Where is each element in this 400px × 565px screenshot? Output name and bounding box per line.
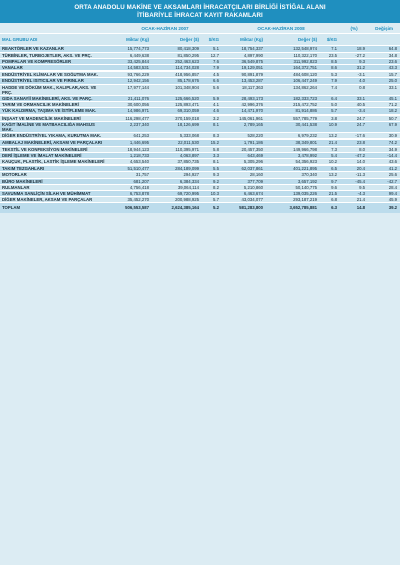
cell-skg-2008: 6.8 — [320, 197, 340, 203]
cell-change-val: 28.4 — [368, 184, 400, 190]
cell-val-2008: 215,472,752 — [266, 102, 320, 108]
cell-skg-2007: 4.1 — [202, 102, 222, 108]
total-row — [0, 203, 400, 213]
cell-val-2007: 294,927 — [152, 172, 202, 178]
cell-skg-2007: 8.3 — [202, 133, 222, 139]
cell-skg-2007: 5.1 — [202, 46, 222, 52]
cell-change-qty: 9.5 — [340, 184, 368, 190]
cell-group: DİĞER MAKİNELER, AKSAM VE PARÇALAR — [0, 197, 108, 203]
cell-qty-2007: 641,253 — [108, 133, 152, 139]
cell-qty-2008: 42,996,376 — [222, 102, 266, 108]
cell-val-2008: 106,447,249 — [266, 78, 320, 84]
cell-skg-2007: 4.5 — [202, 72, 222, 78]
cell-qty-2007: 33,425,844 — [108, 58, 152, 64]
cell-qty-2007: 6,753,878 — [108, 191, 152, 197]
cell-group: İNŞAAT VE MADENCİLİK MAKİNELERİ — [0, 116, 108, 122]
cell-change-val: 50.7 — [368, 116, 400, 122]
cell-skg-2008: 9.7 — [320, 178, 340, 184]
cell-qty-2007: 1,446,695 — [108, 140, 152, 146]
cell-skg-2008: 8.5 — [320, 58, 340, 64]
cell-change-val: -14.4 — [368, 152, 400, 158]
cell-skg-2007: 6.6 — [202, 78, 222, 84]
cell-qty-2007: 12,942,156 — [108, 78, 152, 84]
cell-change-val: 41.2 — [368, 166, 400, 172]
cell-skg-2008: 9.6 — [320, 184, 340, 190]
cell-group: AMBALAJ MAKİNELERİ, AKSAM VE PARÇALARI — [0, 140, 108, 146]
cell-qty-2008: 18,117,363 — [222, 84, 266, 95]
cell-val-2007: 125,893,471 — [152, 102, 202, 108]
cell-qty-2008: 90,891,879 — [222, 72, 266, 78]
cell-change-qty: 8.0 — [340, 146, 368, 152]
cell-skg-2008: 6.4 — [320, 96, 340, 102]
cell-qty-2008: 5,210,860 — [222, 184, 266, 190]
cell-group: KAUÇUK, PLASTİK, LASTİK İŞLEME MAKİNELERİ — [0, 159, 108, 165]
total-val-2007: 2,624,385,164 — [152, 203, 202, 213]
cell-change-val: 30.9 — [368, 133, 400, 139]
col-val-2007: Değer ($) — [152, 34, 202, 46]
total-qty-2008: 581,283,800 — [222, 203, 266, 213]
cell-change-val: 45.9 — [368, 197, 400, 203]
cell-change-val: 15.7 — [368, 72, 400, 78]
cell-change-val: 25.6 — [368, 172, 400, 178]
cell-change-qty: -11.3 — [340, 172, 368, 178]
cell-change-val: -42.7 — [368, 178, 400, 184]
cell-group: BÜRO MAKİNELERİ — [0, 178, 108, 184]
cell-change-qty: -45.4 — [340, 178, 368, 184]
cell-change-val: 23.6 — [368, 58, 400, 64]
cell-val-2008: 311,992,823 — [266, 58, 320, 64]
cell-skg-2008: 3.8 — [320, 116, 340, 122]
cell-qty-2007: 4,756,418 — [108, 184, 152, 190]
cell-val-2008: 182,333,723 — [266, 96, 320, 102]
col-change-val — [368, 34, 400, 46]
cell-val-2007: 69,310,059 — [152, 108, 202, 114]
cell-qty-2007: 4,653,540 — [108, 159, 152, 165]
cell-val-2007: 69,720,995 — [152, 191, 202, 197]
cell-change-val: 74.2 — [368, 140, 400, 146]
cell-val-2008: 401,221,895 — [266, 166, 320, 172]
cell-change-val: 99.4 — [368, 191, 400, 197]
cell-val-2008: 132,548,974 — [266, 46, 320, 52]
cell-skg-2007: 5.9 — [202, 96, 222, 102]
period-2007: OCAK-HAZİRAN 2007 — [108, 23, 222, 34]
cell-change-val: 67.9 — [368, 121, 400, 132]
cell-val-2008: 149,966,798 — [266, 146, 320, 152]
cell-skg-2008: 7.3 — [320, 146, 340, 152]
cell-val-2008: 81,914,886 — [266, 108, 320, 114]
cell-skg-2007: 9.3 — [202, 172, 222, 178]
cell-val-2007: 39,064,114 — [152, 184, 202, 190]
cell-skg-2007: 3.2 — [202, 116, 222, 122]
cell-val-2007: 114,734,028 — [152, 65, 202, 71]
cell-skg-2008: 7.4 — [320, 84, 340, 95]
cell-qty-2008: 20,457,350 — [222, 146, 266, 152]
cell-group: YÜK KALDIRMA, TAŞIMA VE İSTİFLEME MAK. — [0, 108, 108, 114]
cell-change-qty: 23.8 — [340, 140, 368, 146]
cell-val-2007: 5,333,068 — [152, 133, 202, 139]
cell-skg-2008: 21.5 — [320, 191, 340, 197]
cell-group: TARIM VE ORMANCILIK MAKİNELERİ — [0, 102, 108, 108]
table-row — [0, 121, 400, 132]
cell-group: TAKIM TEZGAHLARI — [0, 166, 108, 172]
cell-skg-2007: 8.2 — [202, 184, 222, 190]
cell-qty-2007: 35,452,270 — [108, 197, 152, 203]
col-skg-2008: $/KG — [320, 34, 340, 46]
cell-val-2008: 139,035,226 — [266, 191, 320, 197]
cell-qty-2008: 377,709 — [222, 178, 266, 184]
cell-val-2007: 418,956,857 — [152, 72, 202, 78]
cell-skg-2008: 10.2 — [320, 159, 340, 165]
cell-qty-2008: 145,061,961 — [222, 116, 266, 122]
cell-val-2007: 81,850,295 — [152, 52, 202, 58]
cell-qty-2008: 62,037,861 — [222, 166, 266, 172]
cell-skg-2008: 21.4 — [320, 140, 340, 146]
cell-group: GIDA SANAYİİ MAKİNELERİ, AKS. VE PARÇ. — [0, 96, 108, 102]
cell-qty-2007: 93,766,229 — [108, 72, 152, 78]
cell-skg-2008: 5.7 — [320, 108, 340, 114]
cell-qty-2008: 14,471,970 — [222, 108, 266, 114]
cell-val-2007: 22,011,530 — [152, 140, 202, 146]
cell-group: ENDÜSTRİYEL ISITICILAR VE FIRINLAR — [0, 78, 108, 84]
cell-skg-2008: 13.2 — [320, 133, 340, 139]
cell-qty-2008: 13,453,287 — [222, 78, 266, 84]
cell-val-2008: 3,657,192 — [266, 178, 320, 184]
col-qty-2007: Miktar (Kg) — [108, 34, 152, 46]
table-title — [0, 0, 400, 23]
cell-change-qty: 33.1 — [340, 96, 368, 102]
cell-skg-2007: 3.3 — [202, 152, 222, 158]
cell-val-2008: 50,140,775 — [266, 184, 320, 190]
cell-change-qty: -4.3 — [340, 191, 368, 197]
cell-change-val: 71.2 — [368, 102, 400, 108]
title-line-1: ORTA ANADOLU MAKİNE VE AKSAMLARI İHRACATÇILARI BİRLİĞİ İSTİĞAL ALANI — [74, 4, 326, 11]
cell-change-val: 25.0 — [368, 78, 400, 84]
cell-skg-2007: 4.6 — [202, 108, 222, 114]
total-skg-2007: 5.2 — [202, 203, 222, 213]
cell-change-val: 18.2 — [368, 108, 400, 114]
cell-val-2007: 18,126,699 — [152, 121, 202, 132]
column-header-row — [0, 34, 400, 46]
cell-skg-2007: 8.1 — [202, 159, 222, 165]
cell-val-2007: 110,395,971 — [152, 146, 202, 152]
cell-qty-2007: 30,600,056 — [108, 102, 152, 108]
cell-change-qty: 18.9 — [340, 46, 368, 52]
cell-group: POMPALAR VE KOMPRESÖRLER — [0, 58, 108, 64]
cell-change-qty: -3.1 — [340, 72, 368, 78]
cell-skg-2008: 7.1 — [320, 46, 340, 52]
cell-qty-2008: 2,789,165 — [222, 121, 266, 132]
cell-skg-2007: 8.1 — [202, 121, 222, 132]
cell-qty-2008: 1,791,186 — [222, 140, 266, 146]
cell-change-qty: 24.7 — [340, 121, 368, 132]
cell-change-val: 34.9 — [368, 146, 400, 152]
cell-change-val: 43.3 — [368, 65, 400, 71]
total-change-val: 39.2 — [368, 203, 400, 213]
cell-qty-2008: 28,493,173 — [222, 96, 266, 102]
cell-val-2008: 6,979,232 — [266, 133, 320, 139]
cell-change-qty: 9.3 — [340, 58, 368, 64]
col-val-2008: Değer ($) — [266, 34, 320, 46]
cell-val-2007: 370,159,018 — [152, 116, 202, 122]
cell-qty-2008: 28,160 — [222, 172, 266, 178]
cell-group: MOTORLAR — [0, 172, 108, 178]
cell-qty-2008: 43,034,077 — [222, 197, 266, 203]
cell-change-qty: 4.0 — [340, 78, 368, 84]
cell-change-val: 45.1 — [368, 96, 400, 102]
cell-skg-2008: 23.5 — [320, 52, 340, 58]
cell-change-qty: 40.5 — [340, 102, 368, 108]
period-header-row — [0, 23, 400, 34]
cell-val-2008: 3,478,992 — [266, 152, 320, 158]
cell-skg-2007: 15.2 — [202, 140, 222, 146]
col-skg-2007: $/KG — [202, 34, 222, 46]
cell-change-val: 34.8 — [368, 52, 400, 58]
cell-group: DİĞER ENDÜSTRİYEL YIKAMA, KURUTMA MAK. — [0, 133, 108, 139]
cell-qty-2007: 1,218,733 — [108, 152, 152, 158]
cell-qty-2008: 643,469 — [222, 152, 266, 158]
cell-skg-2008: 6.5 — [320, 166, 340, 172]
cell-val-2007: 4,063,897 — [152, 152, 202, 158]
cell-qty-2007: 14,583,531 — [108, 65, 152, 71]
cell-skg-2008: 8.6 — [320, 65, 340, 71]
cell-skg-2007: 5.6 — [202, 84, 222, 95]
cell-qty-2007: 2,237,340 — [108, 121, 152, 132]
cell-qty-2007: 14,986,971 — [108, 108, 152, 114]
cell-val-2007: 284,189,099 — [152, 166, 202, 172]
cell-group: RULMANLAR — [0, 184, 108, 190]
cell-skg-2007: 5.7 — [202, 197, 222, 203]
cell-skg-2007: 5.5 — [202, 166, 222, 172]
cell-val-2007: 200,988,925 — [152, 197, 202, 203]
cell-skg-2008: 13.2 — [320, 172, 340, 178]
cell-change-qty: 14.0 — [340, 159, 368, 165]
col-qty-2008: Miktar (Kg) — [222, 34, 266, 46]
cell-skg-2008: 5.3 — [320, 72, 340, 78]
cell-qty-2008: 36,549,875 — [222, 58, 266, 64]
cell-change-val: 64.8 — [368, 46, 400, 52]
cell-val-2008: 484,608,120 — [266, 72, 320, 78]
cell-group: KAĞIT İMALİNE VE MATBAACILIĞA MAHSUS MAK. — [0, 121, 108, 132]
cell-val-2007: 252,463,623 — [152, 58, 202, 64]
cell-skg-2008: 5.4 — [320, 152, 340, 158]
total-label: TOPLAM — [0, 203, 108, 213]
cell-qty-2008: 5,305,296 — [222, 159, 266, 165]
cell-group: DERİ İŞLEME VE İMALAT MAKİNELERİ — [0, 152, 108, 158]
table-row — [0, 84, 400, 95]
cell-group: REAKTÖRLER VE KAZANLAR — [0, 46, 108, 52]
col-change-qty — [340, 34, 368, 46]
cell-skg-2007: 10.3 — [202, 191, 222, 197]
cell-val-2008: 557,785,779 — [266, 116, 320, 122]
total-val-2008: 3,652,785,881 — [266, 203, 320, 213]
col-group: MAL GRUBU ADI — [0, 34, 108, 46]
cell-val-2008: 370,340 — [266, 172, 320, 178]
pct-label: (%) — [340, 23, 368, 34]
total-qty-2007: 506,553,587 — [108, 203, 152, 213]
cell-qty-2007: 51,510,477 — [108, 166, 152, 172]
cell-qty-2007: 17,977,144 — [108, 84, 152, 95]
cell-val-2007: 101,348,904 — [152, 84, 202, 95]
cell-qty-2007: 681,207 — [108, 178, 152, 184]
period-2008: OCAK-HAZİRAN 2008 — [222, 23, 340, 34]
cell-change-qty: 24.7 — [340, 116, 368, 122]
cell-change-val: 33.1 — [368, 84, 400, 95]
cell-skg-2008: 10.9 — [320, 121, 340, 132]
cell-skg-2007: 7.9 — [202, 65, 222, 71]
cell-qty-2007: 31,757 — [108, 172, 152, 178]
total-change-qty: 14.8 — [340, 203, 368, 213]
total-skg-2008: 6.3 — [320, 203, 340, 213]
cell-qty-2007: 6,449,638 — [108, 52, 152, 58]
cell-skg-2007: 9.2 — [202, 178, 222, 184]
cell-qty-2007: 18,944,123 — [108, 146, 152, 152]
cell-group: TEKSTİL VE KONFEKSİYON MAKİNELERİ — [0, 146, 108, 152]
export-table — [0, 23, 400, 213]
cell-group: TÜRBİNLER, TURBOJETLER, AKS. VE PRÇ. — [0, 52, 108, 58]
cell-qty-2008: 6,463,674 — [222, 191, 266, 197]
cell-val-2007: 80,418,309 — [152, 46, 202, 52]
change-label: Değişim — [368, 23, 400, 34]
cell-change-val: 43.6 — [368, 159, 400, 165]
cell-change-qty: -27.2 — [340, 52, 368, 58]
cell-change-qty: 21.4 — [340, 197, 368, 203]
cell-skg-2007: 7.6 — [202, 58, 222, 64]
cell-qty-2007: 21,411,076 — [108, 96, 152, 102]
cell-change-qty: -3.4 — [340, 108, 368, 114]
title-line-2: İTİBARİYLE İHRACAT KAYIT RAKAMLARI — [137, 12, 263, 19]
cell-group: SAVUNMA SANLİÇİN SİLAH VE MÜHİMMAT — [0, 191, 108, 197]
cell-change-qty: 0.8 — [340, 84, 368, 95]
cell-change-qty: 31.2 — [340, 65, 368, 71]
cell-qty-2008: 18,754,337 — [222, 46, 266, 52]
cell-change-qty: 20.4 — [340, 166, 368, 172]
cell-val-2008: 54,356,923 — [266, 159, 320, 165]
cell-change-qty: -17.6 — [340, 133, 368, 139]
cell-val-2007: 125,666,520 — [152, 96, 202, 102]
cell-val-2008: 293,187,219 — [266, 197, 320, 203]
cell-val-2008: 164,372,751 — [266, 65, 320, 71]
cell-qty-2007: 15,774,773 — [108, 46, 152, 52]
cell-val-2008: 110,322,170 — [266, 52, 320, 58]
cell-qty-2007: 116,298,477 — [108, 116, 152, 122]
cell-val-2008: 30,441,538 — [266, 121, 320, 132]
cell-qty-2008: 4,897,990 — [222, 52, 266, 58]
cell-val-2007: 37,850,735 — [152, 159, 202, 165]
cell-val-2008: 38,349,801 — [266, 140, 320, 146]
cell-qty-2008: 528,220 — [222, 133, 266, 139]
cell-group: ENDÜSTRİYEL KLİMALAR VE SOĞUTMA MAK. — [0, 72, 108, 78]
cell-skg-2008: 7.9 — [320, 78, 340, 84]
cell-change-qty: -47.2 — [340, 152, 368, 158]
cell-val-2007: 85,178,676 — [152, 78, 202, 84]
cell-val-2008: 134,862,264 — [266, 84, 320, 95]
cell-val-2007: 6,384,334 — [152, 178, 202, 184]
cell-group: VANALAR — [0, 65, 108, 71]
cell-qty-2008: 19,129,051 — [222, 65, 266, 71]
cell-skg-2008: 5.0 — [320, 102, 340, 108]
cell-skg-2007: 5.8 — [202, 146, 222, 152]
cell-skg-2007: 12.7 — [202, 52, 222, 58]
cell-group: HADDE VE DÖKÜM MAK., KALIPLAR,AKS. VE PRÇ. — [0, 84, 108, 95]
